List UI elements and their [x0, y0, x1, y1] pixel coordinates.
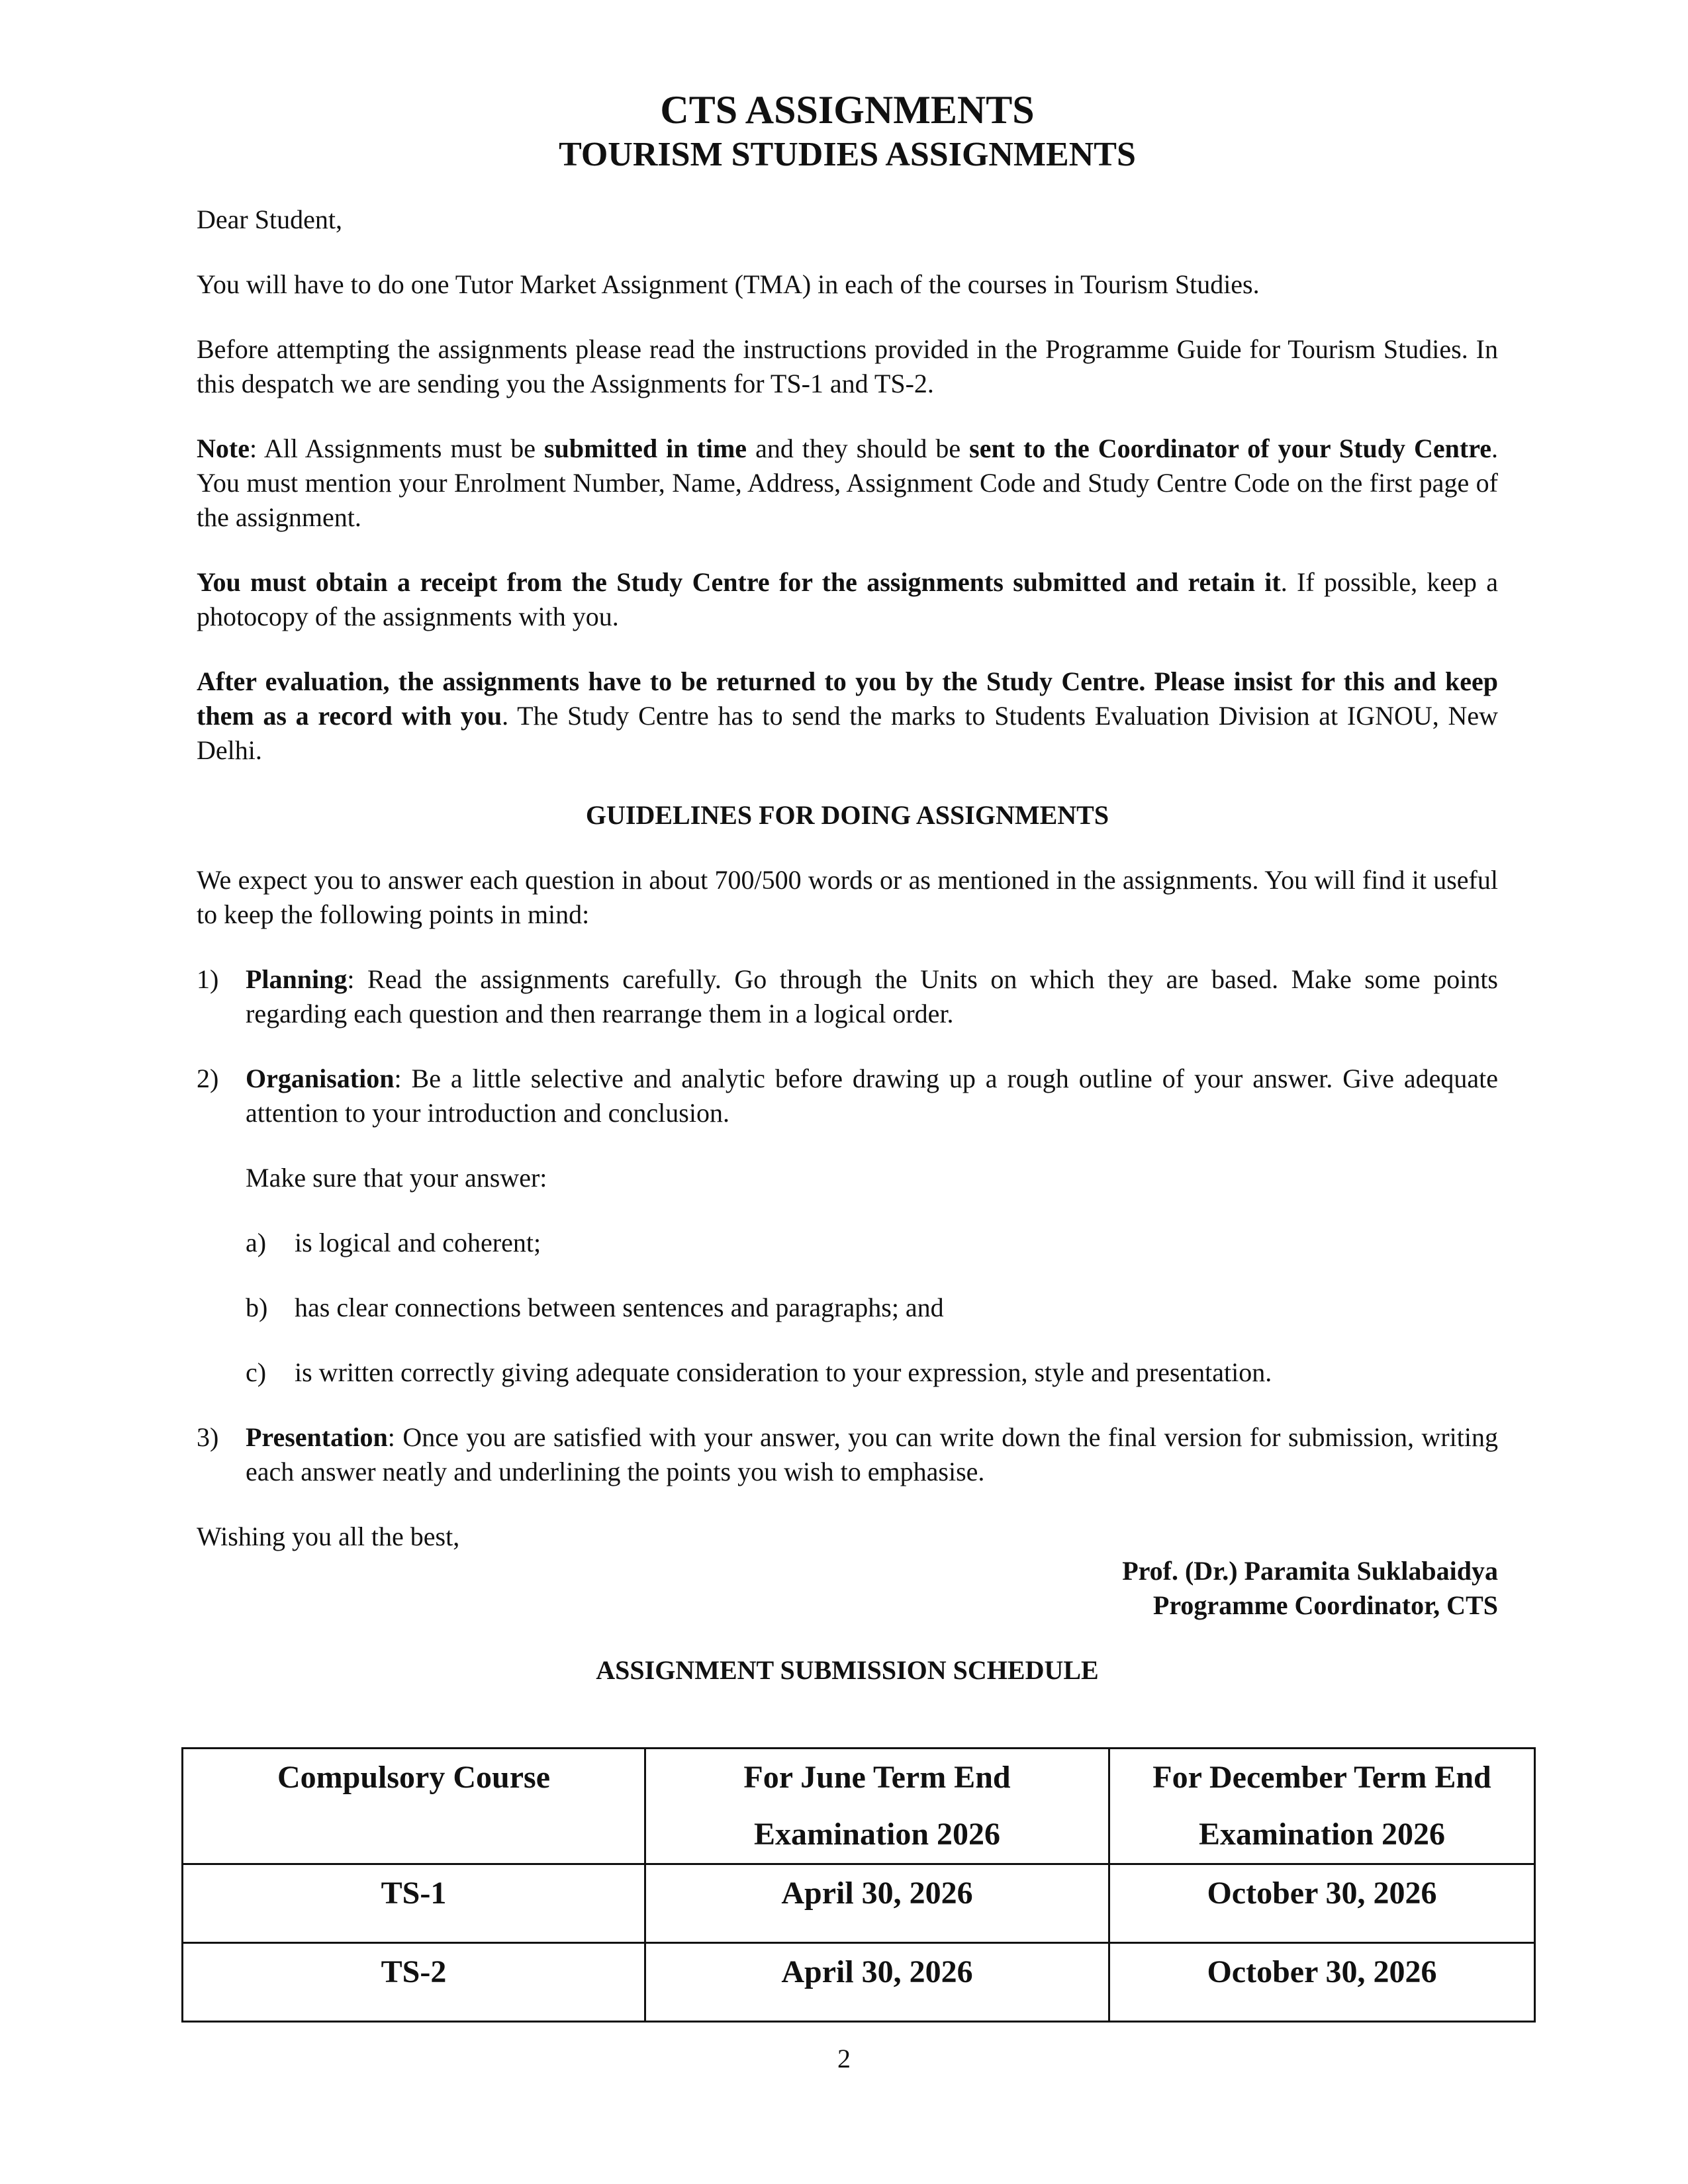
note-text-2: and they should be	[747, 433, 970, 463]
note-bold-2: sent to the Coordinator of your Study Centre	[969, 433, 1491, 463]
sub-item	[197, 1291, 1498, 1325]
sub-item-letter: a)	[246, 1228, 267, 1257]
june-date-cell: April 30, 2026	[645, 1943, 1109, 2022]
salutation: Dear Student,	[197, 205, 342, 234]
closing-wishes: Wishing you all the best,	[197, 1522, 460, 1551]
sub-item-text: is logical and coherent;	[295, 1228, 541, 1257]
table-row	[183, 1943, 1535, 2022]
schedule-heading: ASSIGNMENT SUBMISSION SCHEDULE	[596, 1655, 1099, 1685]
evaluation-paragraph	[197, 664, 1498, 768]
guideline-text: : Once you are satisfied with your answer, you can write down the final version for submission, writing each answer neatly and underlining the points you wish to emphasise.	[246, 1422, 1498, 1486]
column-header-line: Compulsory Course	[277, 1760, 550, 1795]
list-number: 2)	[197, 1064, 219, 1093]
submission-schedule-table	[181, 1747, 1536, 2023]
guideline-text: : Read the assignments carefully. Go through the Units on which they are based. Make some points regarding each question and then rearrange them in a logical order.	[246, 964, 1498, 1028]
course-code-cell: TS-2	[183, 1943, 645, 2022]
instructions-paragraph: Before attempting the assignments please read the instructions provided in the Programme Guide for Tourism Studies. In this despatch we are sending you the Assignments for TS-1 and TS-2.	[197, 334, 1498, 398]
page-number: 2	[837, 2044, 851, 2073]
signatory-role: Programme Coordinator, CTS	[1152, 1590, 1498, 1620]
column-header-course	[183, 1749, 645, 1864]
column-header-line: Examination 2026	[753, 1817, 1001, 1852]
guidelines-heading: GUIDELINES FOR DOING ASSIGNMENTS	[585, 800, 1109, 830]
note-text-1: : All Assignments must be	[249, 433, 545, 463]
evaluation-bold: After evaluation, the assignments have to be returned to you by the Study Centre. Please insist for this and keep them as a record with you	[197, 666, 1498, 731]
column-header-june	[645, 1749, 1109, 1864]
document-subtitle: TOURISM STUDIES ASSIGNMENTS	[559, 136, 1136, 173]
list-number: 3)	[197, 1422, 219, 1452]
note-text-3: . You must mention your Enrolment Number, Name, Address, Assignment Code and Study Centre Code on the first page of the assignment.	[197, 433, 1498, 532]
table-row	[183, 1864, 1535, 1943]
column-header-line: For June Term End	[743, 1760, 1011, 1795]
receipt-bold: You must obtain a receipt from the Study Centre for the assignments submitted and retain it	[197, 567, 1281, 597]
receipt-paragraph	[197, 565, 1498, 634]
june-date-cell: April 30, 2026	[645, 1864, 1109, 1943]
sub-item	[197, 1355, 1498, 1390]
receipt-text: . If possible, keep a photocopy of the assignments with you.	[197, 567, 1498, 631]
make-sure-text: Make sure that your answer:	[246, 1163, 547, 1193]
guideline-item-presentation	[197, 1420, 1498, 1489]
guideline-item-organisation	[197, 1062, 1498, 1130]
table-header-row	[183, 1749, 1535, 1864]
sub-item-letter: b)	[246, 1293, 268, 1322]
sub-item-letter: c)	[246, 1357, 267, 1387]
column-header-line: Examination 2026	[1198, 1817, 1446, 1852]
note-paragraph	[197, 432, 1498, 535]
december-date-cell: October 30, 2026	[1109, 1943, 1535, 2022]
note-bold-1: submitted in time	[544, 433, 747, 463]
document-body	[197, 86, 1498, 1688]
evaluation-text: . The Study Centre has to send the marks to Students Evaluation Division at IGNOU, New Delhi.	[197, 701, 1498, 765]
guideline-label: Planning	[246, 964, 348, 994]
list-number: 1)	[197, 964, 219, 994]
document-title: CTS ASSIGNMENTS	[660, 88, 1035, 132]
guideline-text: : Be a little selective and analytic before drawing up a rough outline of your answer. Give adequate attention to your introduction and conclusion.	[246, 1064, 1498, 1128]
course-code-cell: TS-1	[183, 1864, 645, 1943]
guideline-label: Organisation	[246, 1064, 395, 1093]
guideline-item-planning	[197, 962, 1498, 1031]
note-label: Note	[197, 433, 250, 463]
sub-item-text: is written correctly giving adequate consideration to your expression, style and presentation.	[295, 1357, 1272, 1387]
guideline-label: Presentation	[246, 1422, 388, 1452]
december-date-cell: October 30, 2026	[1109, 1864, 1535, 1943]
signatory-name: Prof. (Dr.) Paramita Suklabaidya	[1122, 1556, 1498, 1586]
column-header-line: For December Term End	[1152, 1760, 1491, 1795]
sub-item	[197, 1226, 1498, 1260]
guidelines-intro: We expect you to answer each question in about 700/500 words or as mentioned in the assignments. You will find it useful to keep the following points in mind:	[197, 865, 1498, 929]
intro-paragraph: You will have to do one Tutor Market Assignment (TMA) in each of the courses in Tourism Studies.	[197, 269, 1260, 299]
sub-item-text: has clear connections between sentences and paragraphs; and	[295, 1293, 944, 1322]
column-header-december	[1109, 1749, 1535, 1864]
